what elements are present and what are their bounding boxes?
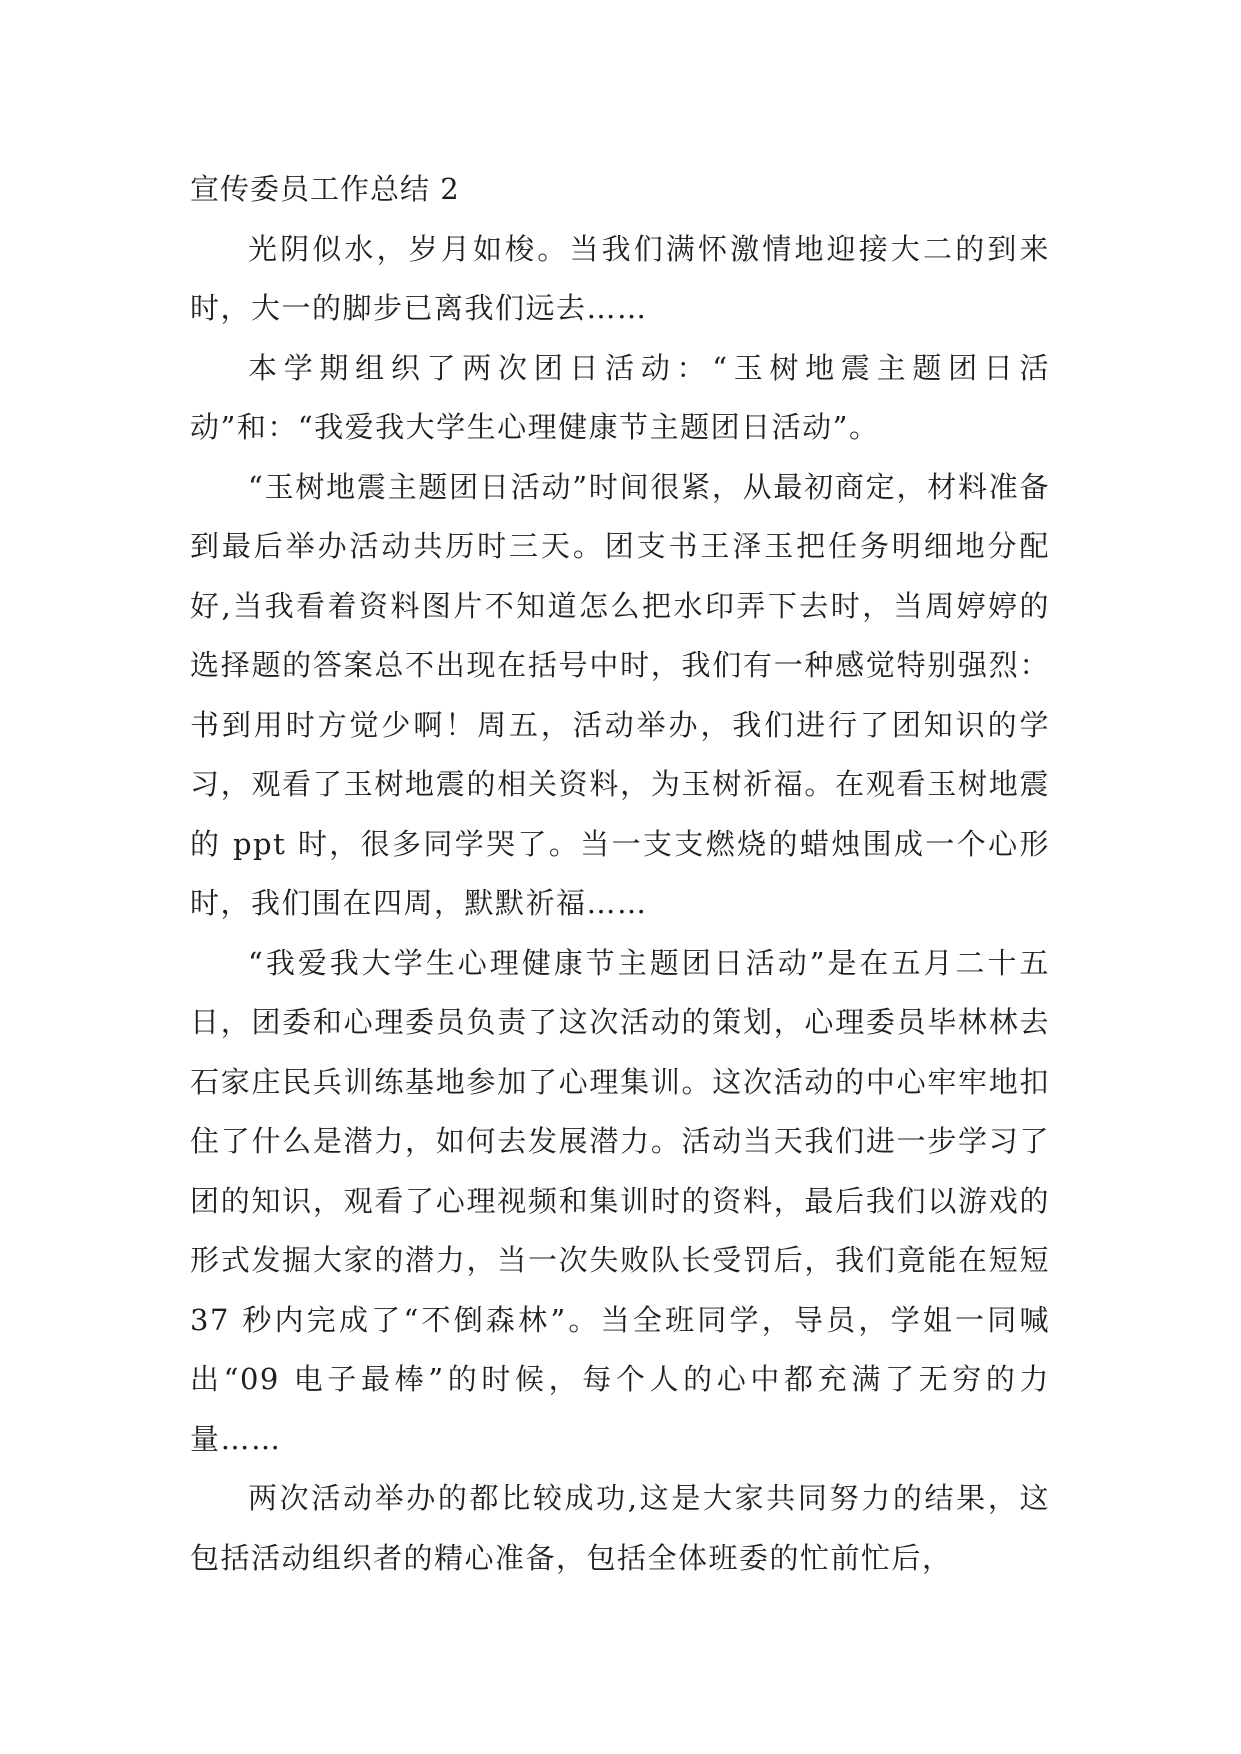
paragraph-activities-overview: 本学期组织了两次团日活动：“玉树地震主题团日活动”和：“我爱我大学生心理健康节主题团日活动”。 [190,350,1050,444]
paragraph-intro: 光阴似水，岁月如梭。当我们满怀激情地迎接大二的到来时，大一的脚步已离我们远去…… [190,231,1050,325]
paragraph-conclusion: 两次活动举办的都比较成功,这是大家共同努力的结果，这包括活动组织者的精心准备，包括全体班委的忙前忙后， [190,1481,1050,1575]
paragraph-yushu-activity: “玉树地震主题团日活动”时间很紧，从最初商定，材料准备到最后举办活动共历时三天。团支书王泽玉把任务明细地分配好,当我看着资料图片不知道怎么把水印弄下去时，当周婷婷的选择题的答案总不出现在括号中时，我们有一种感觉特别强烈：书到用时方觉少啊！周五，活动举办，我们进行了团知识的学习，观看了玉树地震的相关资料，为玉树祈福。在观看玉树地震的 ppt 时，很多同学哭了。当一支支燃烧的蜡烛围成一个心形时，我们围在四周，默默祈福…… [190,469,1050,920]
document-body [190,160,1050,1588]
document-title: 宣传委员工作总结 2 [190,172,460,206]
paragraph-mental-health-activity: “我爱我大学生心理健康节主题团日活动”是在五月二十五日，团委和心理委员负责了这次活动的策划，心理委员毕林林去石家庄民兵训练基地参加了心理集训。这次活动的中心牢牢地扣住了什么是潜力，如何去发展潜力。活动当天我们进一步学习了团的知识，观看了心理视频和集训时的资料，最后我们以游戏的形式发掘大家的潜力，当一次失败队长受罚后，我们竟能在短短 37 秒内完成了“不倒森林”。当全班同学，导员，学姐一同喊出“09 电子最棒”的时候，每个人的心中都充满了无穷的力量…… [190,945,1050,1456]
